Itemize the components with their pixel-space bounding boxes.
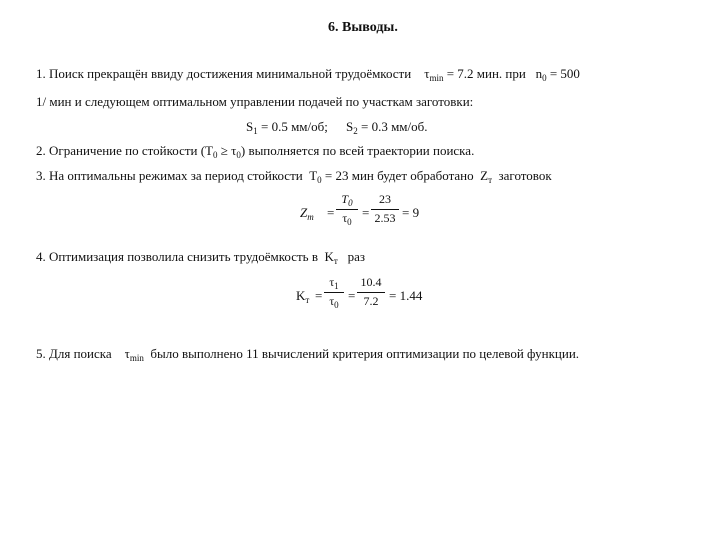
conclusion-2-sub1: 0 [213, 150, 218, 160]
conclusion-2-sub2: 0 [236, 150, 241, 160]
formula-kt-lhs-symbol: K [296, 288, 306, 303]
formula-zt-den2: 2.53 [374, 211, 396, 225]
s1-value: = 0.5 мм/об; [260, 119, 328, 134]
formula-kt-bar2 [357, 292, 385, 293]
page-title: 6. Выводы. [328, 20, 398, 35]
s2-symbol: S [346, 119, 354, 134]
formula-kt-den1 [324, 295, 344, 312]
conclusion-1 [36, 66, 580, 86]
s1-subscript: 1 [253, 126, 258, 136]
conclusion-5-lead: 5. Для поиска [36, 346, 112, 361]
n-symbol: n [535, 66, 543, 81]
kt-subscript: т [333, 256, 338, 266]
formula-kt-lhs-sub: т [305, 295, 310, 305]
conclusion-1-lead: 1. Поиск прекращён ввиду достижения минимальной трудоёмкости [36, 66, 412, 81]
formula-zt-den1-symbol: τ [342, 211, 348, 225]
formula-kt-eq2: = [348, 288, 356, 303]
z-symbol: Z [480, 168, 489, 183]
formula-zt-eq1: = [327, 205, 335, 220]
n-value: = 500 [549, 66, 580, 81]
formula-zt-den1 [336, 212, 358, 229]
feed-s2 [346, 119, 428, 139]
conclusion-5 [36, 346, 579, 366]
formula-zt-num1-sub: 0 [348, 198, 353, 208]
formula-kt-num2: 10.4 [360, 275, 382, 289]
conclusion-2-mid: ≥ τ [220, 143, 237, 158]
formula-zt-bar2 [371, 209, 399, 210]
conclusion-3 [36, 168, 552, 188]
t0-subscript: 0 [317, 175, 322, 185]
s2-subscript: 2 [353, 126, 358, 136]
conclusion-1-line2: 1/ мин и следующем оптимальном управлении подачей по участкам заготовки: [36, 94, 474, 109]
conclusion-3-tail: заготовок [498, 168, 552, 183]
formula-kt-eq1: = [315, 288, 323, 303]
conclusion-2 [36, 143, 474, 163]
formula-kt-den1-symbol: τ [329, 294, 335, 308]
tau-value: = 7.2 мин. при [446, 66, 526, 81]
formula-zt-num2: 23 [379, 192, 391, 206]
formula-zt-den1-sub: 0 [347, 217, 352, 227]
kt-symbol: K [324, 249, 334, 264]
tau-min-subscript: min [129, 353, 144, 363]
formula-kt-bar1 [324, 292, 344, 293]
conclusion-5-tail: было выполнено 11 вычислений критерия оптимизации по целевой функции. [150, 346, 580, 361]
z-subscript: т [488, 175, 493, 185]
formula-zt-lhs-sub: т [307, 212, 314, 222]
feed-s1 [246, 119, 328, 139]
s1-symbol: S [246, 119, 254, 134]
formula-zt-bar1 [336, 209, 358, 210]
formula-zt-result: = 9 [402, 205, 420, 220]
formula-zt-num1-symbol: T [341, 192, 349, 206]
conclusion-4-tail: раз [347, 249, 365, 264]
formula-kt-den1-sub: 0 [334, 300, 339, 310]
s2-value: = 0.3 мм/об. [360, 119, 428, 134]
conclusion-3-lead: 3. На оптимальны режимах за период стойкости [36, 168, 303, 183]
conclusion-3-mid: = 23 мин будет обработано [324, 168, 474, 183]
conclusion-4-text: 4. Оптимизация позволила снизить трудоёмкость в [36, 249, 318, 264]
conclusion-2-tail: ) выполняется по всей траектории поиска. [240, 143, 475, 158]
formula-zt-lhs [300, 205, 314, 225]
n-subscript: 0 [542, 73, 547, 83]
tau-symbol: τ [424, 66, 430, 81]
conclusion-4 [36, 249, 365, 269]
t0-symbol: T [309, 168, 318, 183]
formula-kt-lhs [296, 288, 309, 308]
formula-kt-num1-sub: 1 [334, 281, 339, 291]
formula-zt-num1 [336, 193, 358, 210]
tau-subscript: min [429, 73, 444, 83]
formula-zt-lhs-symbol: Z [300, 205, 308, 220]
formula-kt-num1-symbol: τ [329, 275, 335, 289]
formula-kt-result: = 1.44 [389, 288, 423, 303]
formula-kt-num1 [324, 276, 344, 293]
formula-kt-den2: 7.2 [363, 294, 379, 308]
tau-min-symbol: τ [124, 346, 130, 361]
formula-zt-eq2: = [362, 205, 370, 220]
conclusion-2-text: 2. Ограничение по стойкости (T [36, 143, 213, 158]
